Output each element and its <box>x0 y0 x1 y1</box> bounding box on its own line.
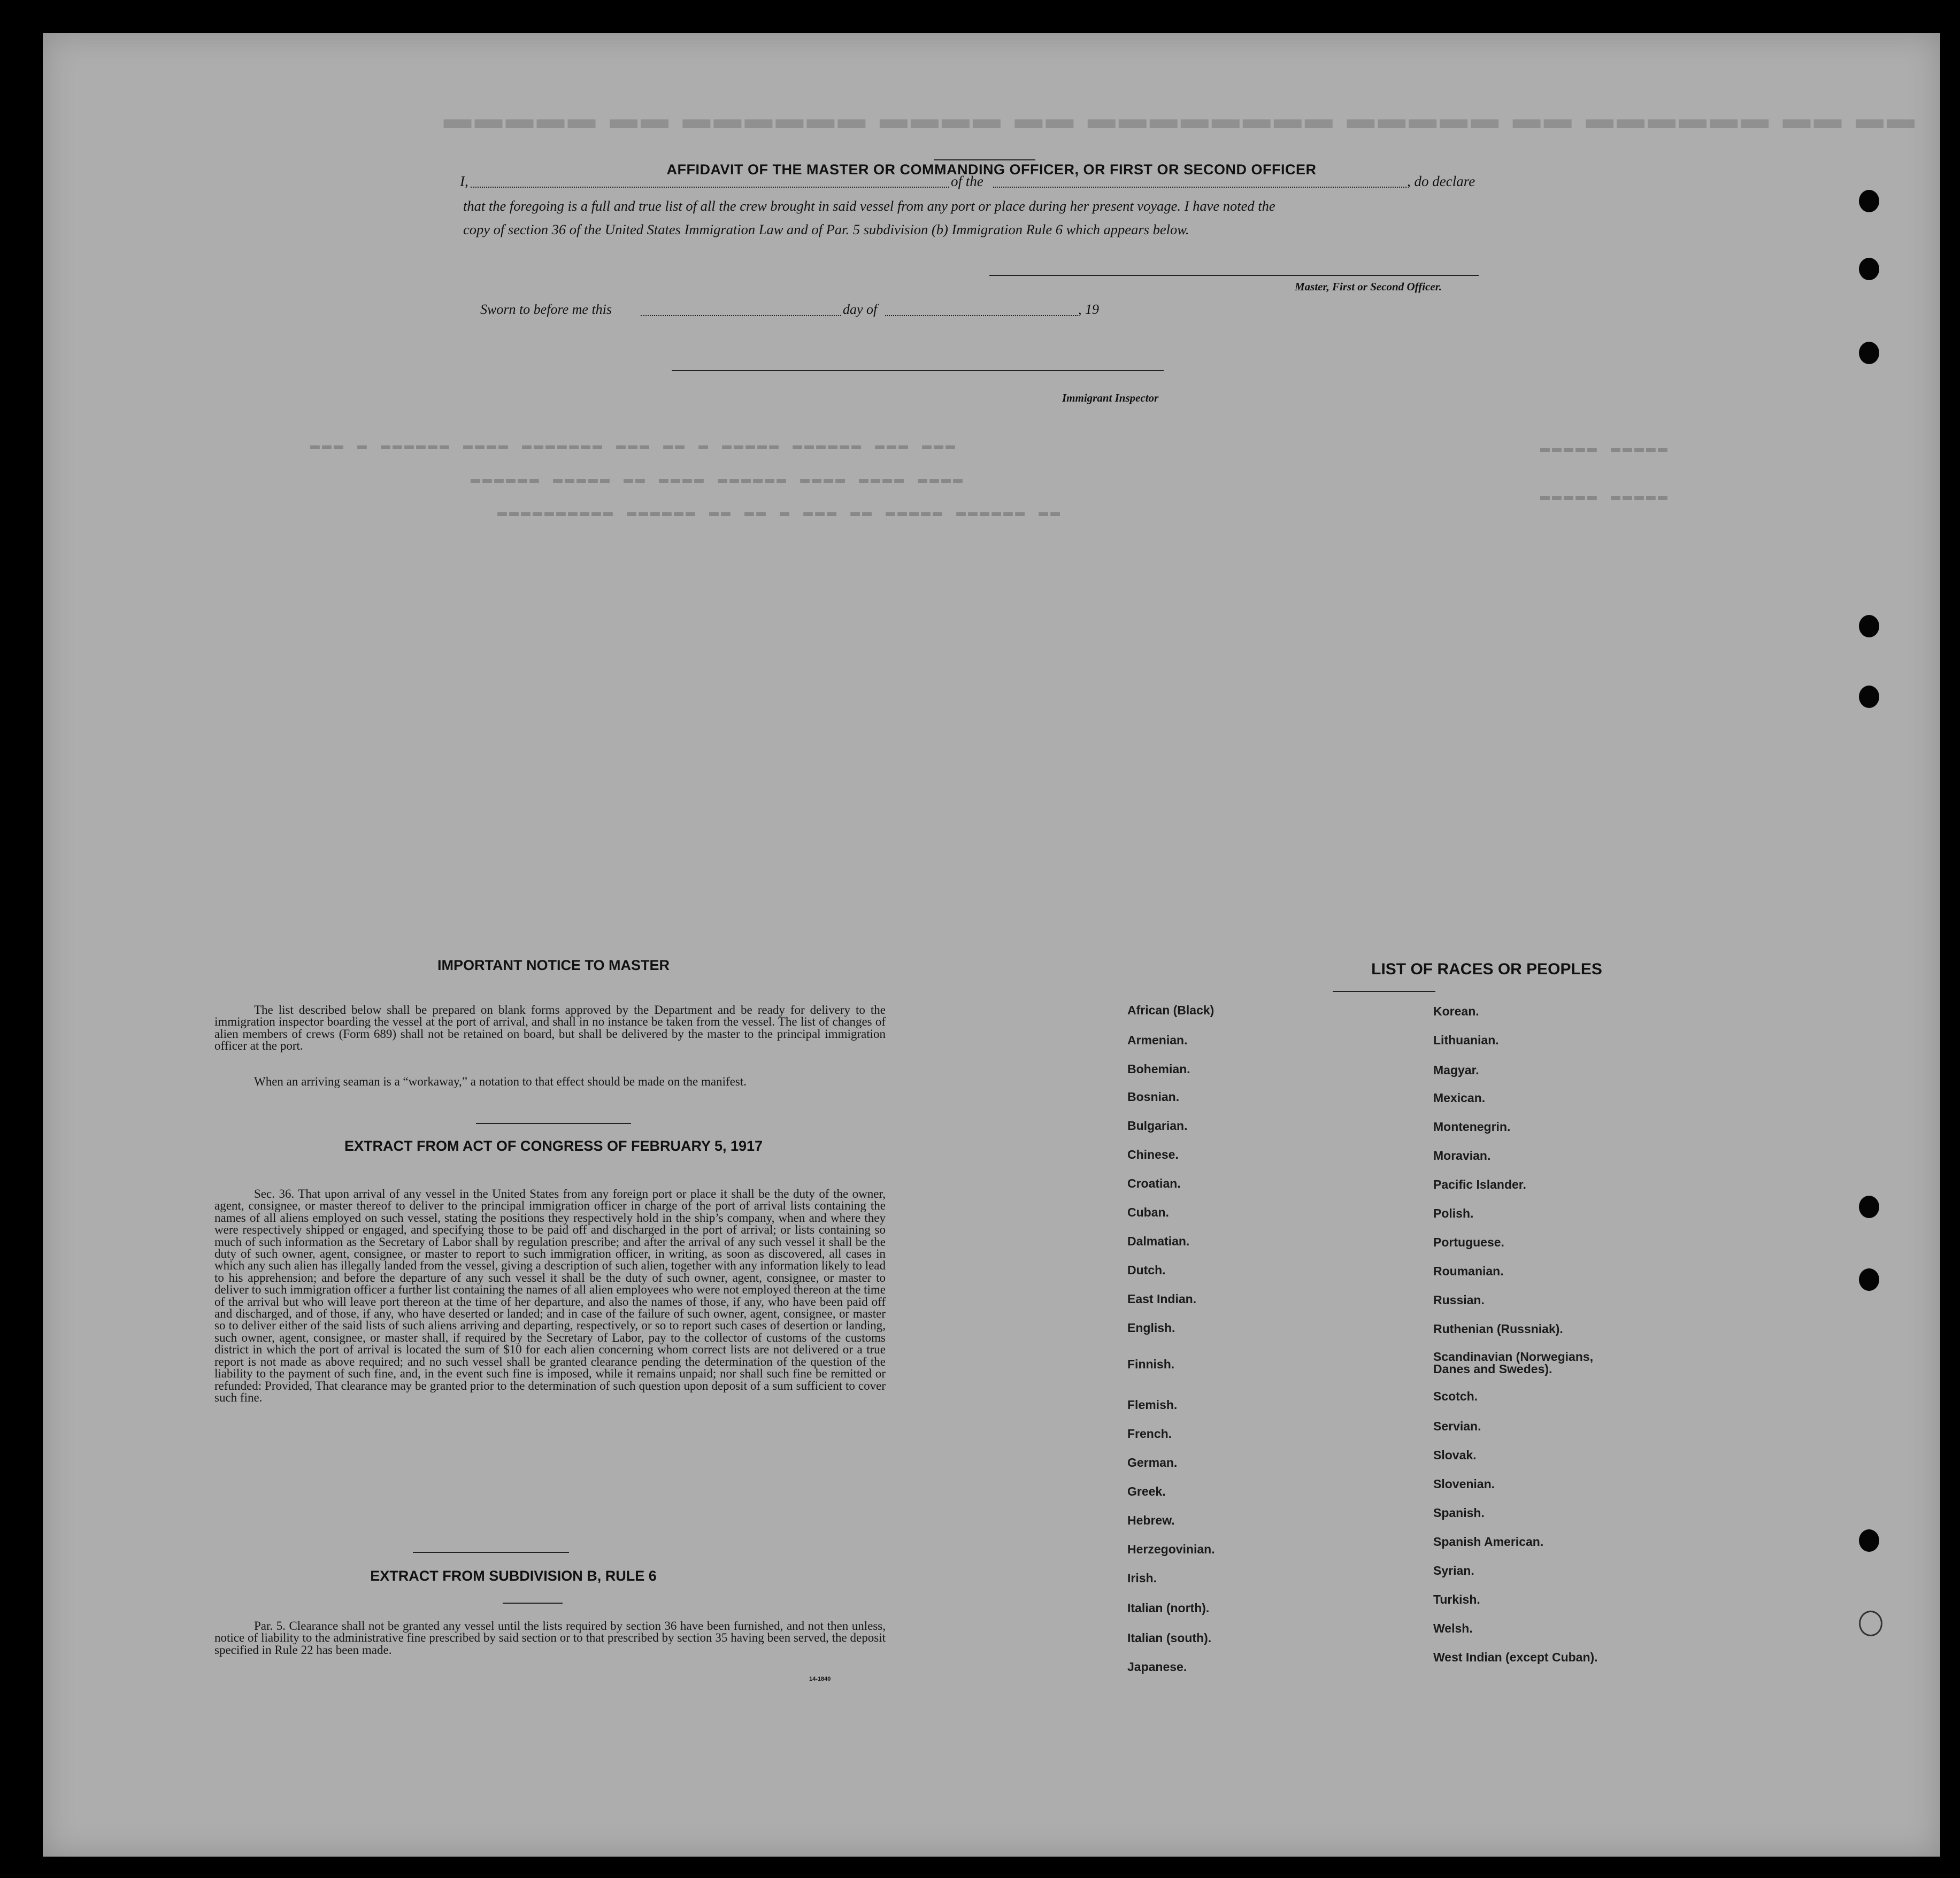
race-item: Syrian. <box>1433 1564 1474 1577</box>
race-item: Armenian. <box>1127 1033 1188 1047</box>
bleed-through-heading: ▬▬ ▬▬ ▬▬▬▬▬▬ ▬▬ ▬▬▬▬▬ ▬▬▬▬▬▬▬▬ ▬▬ ▬▬▬▬ ▬▬▬▬▬▬ ▬▬ ▬▬▬▬▬ <box>440 103 1915 134</box>
section-divider <box>476 1123 631 1124</box>
affidavit-line1-start: I, <box>460 173 468 189</box>
affidavit-line1-end: , do declare <box>1407 173 1475 189</box>
section-divider <box>413 1552 569 1553</box>
race-item: Scandinavian (Norwegians, Danes and Swedes). <box>1433 1350 1594 1376</box>
sworn-text-start: Sworn to before me this <box>480 302 612 317</box>
master-signature-line[interactable] <box>989 275 1479 276</box>
sworn-month-blank[interactable] <box>885 315 1078 316</box>
races-heading-rule <box>1333 991 1435 992</box>
bleed-through-row: ▬▬▬▬▬ ▬▬▬▬▬ <box>1540 488 1670 506</box>
race-item: Mexican. <box>1433 1091 1486 1105</box>
sworn-day-blank[interactable] <box>641 315 841 316</box>
form-number: 14-1840 <box>809 1676 831 1682</box>
notice-heading: IMPORTANT NOTICE TO MASTER <box>437 957 670 973</box>
race-item: Japanese. <box>1127 1660 1187 1674</box>
race-item: Italian (north). <box>1127 1601 1210 1615</box>
punch-hole <box>1859 1268 1879 1291</box>
race-item: Italian (south). <box>1127 1631 1212 1645</box>
bleed-through-row: ▬▬▬▬▬▬ ▬▬▬▬▬ ▬▬ ▬▬▬▬ ▬▬▬▬▬▬ ▬▬▬▬ ▬▬▬▬ ▬▬▬▬ <box>471 471 965 489</box>
race-item: French. <box>1127 1427 1172 1441</box>
race-item: Chinese. <box>1127 1148 1179 1161</box>
section-divider <box>503 1603 563 1604</box>
rule-heading: EXTRACT FROM SUBDIVISION B, RULE 6 <box>370 1568 657 1584</box>
race-item: Greek. <box>1127 1484 1166 1498</box>
race-item: Bohemian. <box>1127 1062 1190 1076</box>
race-item: Servian. <box>1433 1419 1481 1433</box>
race-item: Dalmatian. <box>1127 1234 1190 1248</box>
rule-par-5-text: Par. 5. Clearance shall not be granted any vessel until the lists required by section 36 have been furnished, and not then unless, notice of liability to the administrative fine prescribed by said section or to that prescribed by section 35 having been served, the deposit specified in Rule 22 has been made. <box>214 1619 886 1657</box>
vessel-blank[interactable] <box>993 187 1406 188</box>
race-item: Cuban. <box>1127 1205 1169 1219</box>
race-item: English. <box>1127 1321 1175 1335</box>
bleed-through-row: ▬▬▬ ▬ ▬▬▬▬▬▬ ▬▬▬▬ ▬▬▬▬▬▬▬ ▬▬▬ ▬▬ ▬ ▬▬▬▬▬ ▬▬▬▬▬▬ ▬▬▬ ▬▬▬ <box>310 437 958 455</box>
race-item: Scotch. <box>1433 1389 1478 1403</box>
title-rule <box>934 159 1035 160</box>
race-item: Spanish. <box>1433 1506 1485 1520</box>
race-item: Welsh. <box>1433 1621 1473 1635</box>
race-item: Flemish. <box>1127 1398 1178 1412</box>
race-item: Korean. <box>1433 1004 1479 1018</box>
race-item: West Indian (except Cuban). <box>1433 1650 1598 1664</box>
race-item: East Indian. <box>1127 1292 1197 1306</box>
sworn-text-mid: day of <box>843 302 878 317</box>
race-item: Moravian. <box>1433 1149 1491 1163</box>
bleed-through-row: ▬▬▬▬▬▬▬▬▬▬ ▬▬▬▬▬▬ ▬▬ ▬▬ ▬ ▬▬▬ ▬▬ ▬▬▬▬▬ ▬▬▬▬▬▬ ▬▬ <box>497 504 1063 522</box>
race-item: Slovenian. <box>1433 1477 1495 1491</box>
master-signature-label: Master, First or Second Officer. <box>1295 280 1442 293</box>
race-item: Magyar. <box>1433 1063 1479 1077</box>
race-item: Montenegrin. <box>1433 1120 1511 1134</box>
race-item: Finnish. <box>1127 1357 1175 1371</box>
punch-hole <box>1859 190 1879 212</box>
race-item: Russian. <box>1433 1293 1485 1307</box>
race-item: German. <box>1127 1456 1178 1469</box>
notice-paragraph-2: When an arriving seaman is a “workaway,” a notation to that effect should be made on the manifest. <box>254 1075 747 1088</box>
race-item: African (Black) <box>1127 1003 1215 1017</box>
punch-hole <box>1859 1196 1879 1218</box>
manifest-sheet <box>43 33 1940 1857</box>
race-item: Turkish. <box>1433 1592 1480 1606</box>
act-section-36-text: Sec. 36. That upon arrival of any vessel in the United States from any foreign port or place it shall be the duty of the owner, agent, consignee, or master thereof to deliver to the principal immigration officer in charge of the port of arrival lists containing the names of all aliens employed on such vessel, stating the positions they respectively hold in the ship’s company, when and where they were respectively shipped or engaged, and specifying those to be paid off and discharged in the port of arrival; or lists containing so much of such information as the Secretary of Labor shall by regulation prescribe; and after the arrival of any such vessel it shall be the duty of such owner, agent, consignee, or master to report to such immigration officer, in writing, as soon as discovered, all cases in which any such alien has illegally landed from the vessel, giving a description of such alien, together with any information likely to lead to his apprehension; and before the departure of any such vessel it shall be the duty of such owner, agent, consignee, or master to deliver to such immigration officer a further list containing the names of all alien employees who were not employed thereon at the time of the arrival but who will leave port thereon at the time of her departure, and also the names of those, if any, who have been paid off and discharged, and of those, if any, who have deserted or landed; and in case of the failure of such owner, agent, consignee, or master so to deliver either of the said lists of such aliens arriving and departing, respectively, or so to report such cases of desertion or landing, such owner, agent, consignee, or master shall, if required by the Secretary of Labor, pay to the collector of customs of the customs district in which the port of arrival is located the sum of $10 for each alien concerning whom correct lists are not delivered or a true report is not made as above required; and no such vessel shall be granted clearance pending the determination of the question of the liability to the payment of such fine, and, in the event such fine is imposed, while it remains unpaid; nor shall such fine be remitted or refunded: Provided, That clearance may be granted prior to the determination of such question upon deposit of a sum sufficient to cover such fine. <box>214 1187 886 1404</box>
inspector-label: Immigrant Inspector <box>1062 391 1159 404</box>
affidavit-line1-mid: of the <box>951 173 983 189</box>
punch-hole <box>1859 686 1879 708</box>
act-heading: EXTRACT FROM ACT OF CONGRESS OF FEBRUARY 5, 1917 <box>344 1138 763 1154</box>
affidavit-title: AFFIDAVIT OF THE MASTER OR COMMANDING OFFICER, OR FIRST OR SECOND OFFICER <box>666 161 1317 178</box>
punch-hole <box>1859 1529 1879 1552</box>
race-item: Hebrew. <box>1127 1513 1175 1527</box>
punch-hole <box>1859 1611 1882 1636</box>
race-item: Herzegovinian. <box>1127 1542 1215 1556</box>
race-item: Croatian. <box>1127 1176 1181 1190</box>
punch-hole <box>1859 342 1879 364</box>
sworn-year: , 19 <box>1078 302 1099 317</box>
race-item: Polish. <box>1433 1206 1474 1220</box>
name-blank[interactable] <box>471 187 949 188</box>
affidavit-line3: copy of section 36 of the United States Immigration Law and of Par. 5 subdivision (b) Immigration Rule 6 which appears below. <box>463 221 1189 237</box>
race-item: Spanish American. <box>1433 1535 1544 1549</box>
affidavit-line2: that the foregoing is a full and true list of all the crew brought in said vessel from any port or place during her present voyage. I have noted the <box>463 198 1275 214</box>
bleed-through-row: ▬▬▬▬▬ ▬▬▬▬▬ <box>1540 440 1670 458</box>
race-item: Bulgarian. <box>1127 1119 1188 1133</box>
race-item: Bosnian. <box>1127 1090 1180 1104</box>
race-item: Portuguese. <box>1433 1235 1504 1249</box>
race-item: Ruthenian (Russniak). <box>1433 1322 1563 1336</box>
races-heading: LIST OF RACES OR PEOPLES <box>1371 960 1602 978</box>
punch-hole <box>1859 615 1879 637</box>
race-item: Slovak. <box>1433 1448 1477 1462</box>
race-item: Irish. <box>1127 1571 1157 1585</box>
race-item: Lithuanian. <box>1433 1033 1499 1047</box>
race-item: Roumanian. <box>1433 1264 1504 1278</box>
race-item: Pacific Islander. <box>1433 1177 1526 1191</box>
inspector-signature-line[interactable] <box>672 370 1164 371</box>
race-item: Dutch. <box>1127 1263 1166 1277</box>
punch-hole <box>1859 258 1879 280</box>
notice-paragraph-1: The list described below shall be prepared on blank forms approved by the Department and be ready for delivery to the immigration inspector boarding the vessel at the port of arrival, and shall in no instance be taken from the vessel. The list of changes of alien members of crews (Form 689) shall not be retained on board, but shall be delivered by the master to the principal immigration officer at the port. <box>214 1003 886 1053</box>
